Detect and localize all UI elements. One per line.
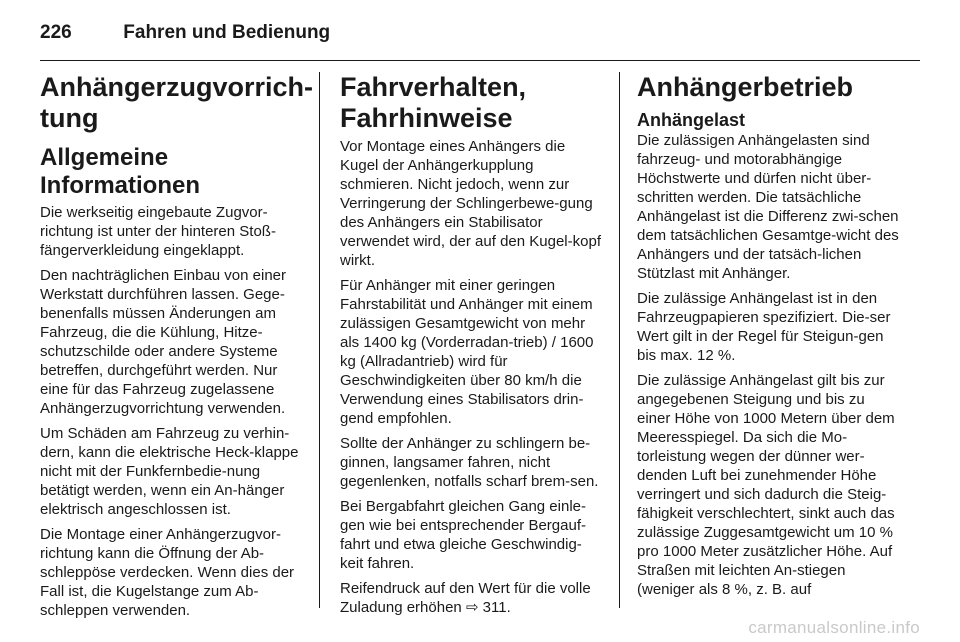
- paragraph: Für Anhänger mit einer geringen Fahrstabilität und Anhänger mit einem zulässigen Gesamtgewicht von mehr als 1400 kg (Vorderradan-trieb) / 1600 kg (Allradantrieb) wird für Geschwindigkeiten über 80 km/h die Verwendung eines Stabilisators drin-gend empfohlen.: [340, 277, 594, 427]
- paragraph: Den nachträglichen Einbau von einer Werkstatt durchführen lassen. Gege-benenfalls müssen Änderungen am Fahrzeug, die die Kühlung, Hitze-schutzschilde oder andere Systeme betreffen, durchgeführt werden. Nur eine für das Fahrzeug zugelassene Anhängerzugvorrichtung verwenden.: [40, 267, 286, 417]
- paragraph: Um Schäden am Fahrzeug zu verhin-dern, kann die elektrische Heck-klappe nicht mit der Funkfernbedie-nung betätigt werden, wenn ein An-hänger elektrisch angeschlossen ist.: [40, 425, 299, 518]
- paragraph: Vor Montage eines Anhängers die Kugel der Anhängerkupplung schmieren. Nicht jedoch, wenn zur Verringerung der Schlingerbewe-gung des Anhängers ein Stabilisator verwendet wird, der auf den Kugel-kopf wirkt.: [340, 138, 601, 269]
- watermark: carmanualsonline.info: [748, 618, 920, 637]
- header-rule: [40, 60, 920, 61]
- page-number: 226: [40, 22, 72, 43]
- subheading-anhaengelast: Anhängelast: [637, 110, 746, 130]
- column-2: [340, 72, 602, 616]
- paragraph: Die zulässigen Anhängelasten sind fahrzeug- und motorabhängige Höchstwerte und dürfen nicht über-schritten werden. Die tatsächliche Anhängelast ist die Differenz zwi-schen dem tatsächlichen Gesamtge-wicht des Anhängers und der tatsäch-lichen Stützlast mit Anhänger.: [637, 132, 899, 282]
- column-divider: [619, 72, 620, 608]
- heading-fahrverhalten: Fahrverhalten, Fahrhinweise: [340, 72, 527, 133]
- page-header: [40, 22, 330, 44]
- column-1: [40, 72, 314, 619]
- page-reference-link[interactable]: 311.: [478, 599, 511, 616]
- paragraph: Die zulässige Anhängelast gilt bis zur angegebenen Steigung und bis zu einer Höhe von 1000 Metern über dem Meeresspiegel. Da sich die Mo-torleistung wegen der dünner wer-denden Luft bei zunehmender Höhe verringert und sich dadurch die Steig-fähigkeit verschlechtert, sinkt auch das zulässige Zuggesamtgewicht um 10 % pro 1000 Meter zusätzlicher Höhe. Auf Straßen mit leichten An-stiegen (weniger als 8 %, z. B. auf: [637, 372, 895, 598]
- paragraph: Die werkseitig eingebaute Zugvor-richtung ist unter der hinteren Stoß-fängerverkleidung eingeklappt.: [40, 204, 276, 259]
- paragraph: Die Montage einer Anhängerzugvor-richtung kann die Öffnung der Ab-schleppöse verdecken. Wenn dies der Fall ist, die Kugelstange zum Ab-schleppen verwenden.: [40, 526, 295, 619]
- section-title: Fahren und Bedienung: [123, 22, 331, 43]
- paragraph: Bei Bergabfahrt gleichen Gang einle-gen wie bei entsprechender Bergauf-fahrt und etwa gleiche Geschwindig-keit fahren.: [340, 498, 586, 572]
- column-divider: [319, 72, 320, 608]
- column-3: [637, 72, 900, 612]
- paragraph-reifendruck: Reifendruck auf den Wert für die volle Zuladung erhöhen ⇨ 311.: [340, 580, 591, 616]
- paragraph: Sollte der Anhänger zu schlingern be-ginnen, langsamer fahren, nicht gegenlenken, notfalls scharf brem-sen.: [340, 435, 599, 490]
- subheading-allgemeine-informationen: Allgemeine Informationen: [40, 144, 200, 199]
- page-reference-arrow-icon[interactable]: ⇨: [465, 598, 479, 616]
- heading-anhaengerbetrieb: Anhängerbetrieb: [637, 72, 854, 102]
- heading-anhaengerzugvorrichtung: Anhängerzugvorrich- tung: [40, 72, 314, 133]
- paragraph: Die zulässige Anhängelast ist in den Fahrzeugpapieren spezifiziert. Die-ser Wert gilt in der Regel für Steigun-gen bis max. 12 %.: [637, 290, 891, 364]
